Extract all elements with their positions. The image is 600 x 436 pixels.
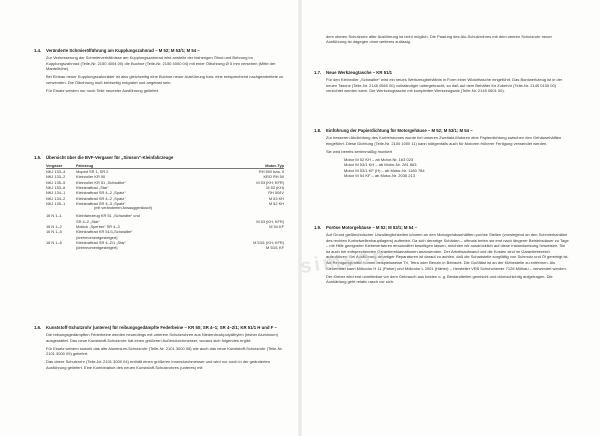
cell-fahrzeug: Kleinroller KR 50 [76, 174, 106, 180]
cell-motor: M 53/1 KF [266, 245, 284, 251]
paragraph: Für Ersatz werden sowohl das alte Aluminium-Schutzrohr (Teile-Nr. 2101 3000 08) wie auch das neue Kunststoff-Schutzrohr (Teile-Nr. 2101 3000 09) geliefert. [46, 345, 283, 357]
right-page [302, 0, 600, 436]
cell-motor: M 53 (KH; KFR) [256, 179, 284, 185]
section-continuation [314, 32, 570, 47]
left-page [0, 0, 298, 436]
list-item: Motor M 53/1 KF (H) – ab Motor-Nr. 1180 784 [344, 167, 425, 173]
section-body [326, 34, 570, 45]
paragraph: Das obere Schutzrohr (Teile-Nr. 2101 3000 04) enthält einen größeren Innendurchmesser und wird nur noch in der geänderten Ausführung geliefert. Eine Kombination des neuen Kunststoff-Schutzrohres (unteres) mit [46, 359, 270, 370]
paragraph: Für Ersatz werden nur noch Teile neuester Ausführung geliefert. [46, 87, 160, 93]
cell-motor: M 53 (KH) [266, 184, 284, 190]
cell-fahrzeug: Kleinroller KR 51 „Schwalbe“ [76, 179, 126, 185]
list-item: Motor M 53/1 KH – ab Motor-Nr. 281 863 [344, 162, 417, 168]
section-number: 1.7. [314, 70, 322, 75]
cell-fahrzeug: (drehmomentgesteigert) [76, 245, 118, 251]
cell-fahrzeug: Kleinkraftrad KR 51/1„Schwalbe“ [76, 229, 133, 235]
cell-fahrzeug: Kleinkraftrad „Star“ [76, 184, 109, 190]
section-body [326, 135, 570, 179]
section-body [326, 77, 570, 94]
cell-vergaser: NKJ 133–4 [46, 168, 66, 174]
paragraph: Bei Einbau neuer Kupplungszahnräder ist also gleichzeitig eine Buchse neuer Ausführung bzw. eine entsprechend nachgearbeitete zu verwenden. Die Ölbohrung muß beidseitig entgratet und angefast sein. [46, 74, 284, 85]
cell-fahrzeug: Moped SR 1, SR 2 [76, 168, 109, 174]
cell-motor: M 53 (KH; KFR) [256, 218, 284, 224]
column-header-fahrzeug: Fahrzeug [76, 162, 94, 168]
column-header-vergaser: Vergaser [46, 162, 63, 168]
section-title: Poröse Motorgehäuse – M 52; M 53/1; M 54 – [326, 225, 417, 230]
paragraph: Der Kleber wird erst unmittelbar vor dem Gebrauch aus beiden o. g. Bestandteilen gemischt und dünnschichtig aufgetragen. Die Aushärtung geht relativ rasch vor sich. [326, 273, 553, 285]
paragraph: Sie wird bereits serienmäßig montiert [326, 148, 393, 154]
section-body [46, 332, 284, 370]
section-title: Veränderte Schmierölführung am Kupplungszahnrad – M 52; M 53/1; M 54 – [46, 48, 200, 53]
section-heading [314, 128, 570, 134]
cell-motor: M 53 KH [268, 195, 284, 201]
cell-vergaser: NKJ 135–1 [46, 201, 66, 206]
paragraph: Auf Grund gießtechnischer Unzulänglichkeiten können an den Motorgehäusehälften poröse Stellen (vorwiegend an den Schmierkanälen des rechten Kurbelwellenhauptlagers) auftreten. Da sich derartige Schäden – oftmals treten sie erst nach längerer Betriebsdauer zu Tage – mit Hilfe geeigneter Klebeverfahren einwandfrei beseitigen lassen, möchten wir ausdrücklich auf diese Instandsetzung hinweisen. Sie ist auch bei entsprechenden Garantiereklamationen anzuwenden. Der Arbeitsaufwand und die Kosten sind im Garantiebereich aufzuführen. Bei Ausführung derartiger Reparaturen ist darauf zu achten, daß die Schadstelle sorgfältig von Schmutz und Öl gereinigt ist. Als Reinigungsmittel kommt beispielsweise Tri, Tetra oder Benzin in Betracht. Die Gußfläst ist an der Klebestelle zu entfernen. Als Klebemittel kann Mökodur H 11 (Paher) und Mökodur L 2001 (Härter) – Hersteller VEB Schuhchemie 7126 Mölkau – verwendet werden. [326, 232, 569, 271]
section-body [46, 55, 284, 93]
section-heading [34, 155, 284, 161]
cell-fahrzeug: Kleinkraftrad SR 4–2/1 „Star“ [76, 240, 126, 246]
section-1-4 [34, 48, 284, 96]
paragraph: Zur Verbesserung der Schmierverhältnisse am Kupplungszahnrad wird anstelle der bisherigen Ölnut und Bohrung im Kupplungszahnrad (Teile-Nr. 2150 4004 00) die Buchse (Teile-Nr. 2150 4000 04) mit einer Ölbohrung Ø 5 mm versehen (Mitte der Mantelhöhe). [46, 55, 276, 72]
cell-vergaser [46, 245, 76, 250]
cell-vergaser: 16 N 1–6 [46, 240, 62, 246]
cell-fahrzeug: Kleinkraftrad SR 4–2 „Spatz“ [76, 190, 126, 196]
section-heading [314, 70, 570, 76]
section-title: Neue Werkzeugtasche – KR 51/1 [326, 70, 393, 75]
cell-motor: M 52 KH [268, 201, 284, 206]
section-1-8 [314, 128, 570, 179]
cell-fahrzeug: Kleinfahrzeug KR 51 „Schwalbe“ und [76, 213, 140, 219]
cell-fahrzeug: Mokick „Sperber“ SR 4–3 [76, 224, 120, 230]
cell-vergaser: 16 N 1–2 [46, 224, 62, 230]
cell-fahrzeug: Kleinkraftrad SR 4–2 „Spatz“ [76, 195, 126, 201]
column-header-motor-typ: Motor-Typ [265, 162, 284, 168]
motor-list [344, 157, 570, 179]
cell-vergaser: NKJ 153–6 [46, 184, 66, 190]
table-row [46, 201, 284, 206]
list-item: Motor M 54 KF – ab Motor-Nr. 2035 213 [344, 173, 415, 179]
cell-vergaser: NKJ 135–5 [46, 179, 66, 185]
cell-vergaser: NKJ 134–2 [46, 195, 66, 201]
cell-motor: M 53/1 (KH; KFR) [253, 240, 284, 246]
section-title: Kunststoff-Schutzrohr (unteres) für reibungsgedämpfte Federbeine – KR 50; SR 4–1; SR 4–2/1; KR 51/1 H und F – [46, 325, 277, 330]
carburetor-table [46, 163, 284, 251]
section-number: 1.9. [314, 225, 322, 230]
cell-fahrzeug: SR 4–2 „Star“ [76, 218, 100, 224]
section-1-5 [34, 155, 284, 251]
cell-vergaser: NKJ 133–2 [46, 174, 66, 180]
section-1-6 [34, 325, 284, 373]
paragraph: dem oberen Schutzrohr alter Ausführung ist nicht möglich. Die Paarung des Alu-Schutzrohres mit dem oberen Schutzrohr neuer Ausführung ist dagegen ohne weiteres zulässig. [326, 33, 552, 45]
section-heading [34, 325, 284, 331]
section-heading [34, 48, 284, 54]
section-number: 1.5. [34, 155, 42, 160]
table-note: (drehmomentgesteigert) [76, 234, 118, 240]
section-heading [314, 225, 570, 231]
table-note: (mit veränderten Ansauggeräusch) [94, 206, 153, 211]
cell-motor: KRO RH 50 [263, 174, 284, 180]
section-number: 1.4. [34, 48, 42, 53]
cell-motor: RH 50/l bzw. II [258, 168, 284, 174]
cell-vergaser: 16 N 1–1 [46, 213, 62, 219]
cell-motor: M 54 KF [269, 224, 284, 230]
list-item: Motor M 52 KH – ab Motor-Nr. 163 023 [344, 156, 414, 162]
section-number: 1.6. [34, 325, 42, 330]
cell-vergaser: NKJ 134–1 [46, 190, 66, 196]
paragraph: Die reibungsgedämpften Federbeine werden neuerdings mit unterem Schutzrohren aus Niederdruckpolyäthylen (bisher Aluminium) ausgestattet. Das neue Kunststoff-Schutzrohr hat einen größeren Außendurchmesser, woraus sich folgendes ergibt: [46, 332, 278, 343]
watermark: simson [298, 243, 390, 279]
paragraph: Für den Kleinroller „Schwalbe“ wird ein neues Werkzeugbehältnis in Form einer Wickeltasche eingeführt. Das Bordwerkzeug ist in der neuen Tasche (Teile-Nr. 2145 0560 00) vollständiger untergebracht, so daß auf dem Behälter für Zubehör (Teile-Nr. 2145 0105 00) verzichtet werden kann. Die Werkzeugtasche mit kompletten Werkzeugsatz (Teile-Nr. 2145 0601 00). [326, 77, 563, 94]
cell-motor: RH 50/IV [268, 190, 284, 196]
cell-fahrzeug: Kleinkraftrad SR 4–3 „Spatz“ [76, 201, 126, 206]
cell-vergaser: 16 N 1–5 [46, 229, 62, 235]
table-row [46, 245, 284, 250]
section-title: Einführung der Papierdichtung für Motorgehäuse – M 52; M 53/1; M 54 – [326, 128, 473, 133]
paragraph: Zur besseren Abdichtung des Kurbelraumes wurde bei unseren Zweitakt-Motoren eine Papierdichtung zwischen den Gehäusehälften eingeführt. Diese Dichtung (Teile-Nr. 2100 1000 11) kann nötigenfalls auch für Motoren früherer Fertigung verwendet werden. [326, 135, 562, 146]
section-title: Übersicht über die BVF-Vergaser für „Simson“-Kleinfahrzeuge [46, 155, 174, 160]
section-1-7 [314, 70, 570, 96]
section-number: 1.8. [314, 128, 322, 133]
